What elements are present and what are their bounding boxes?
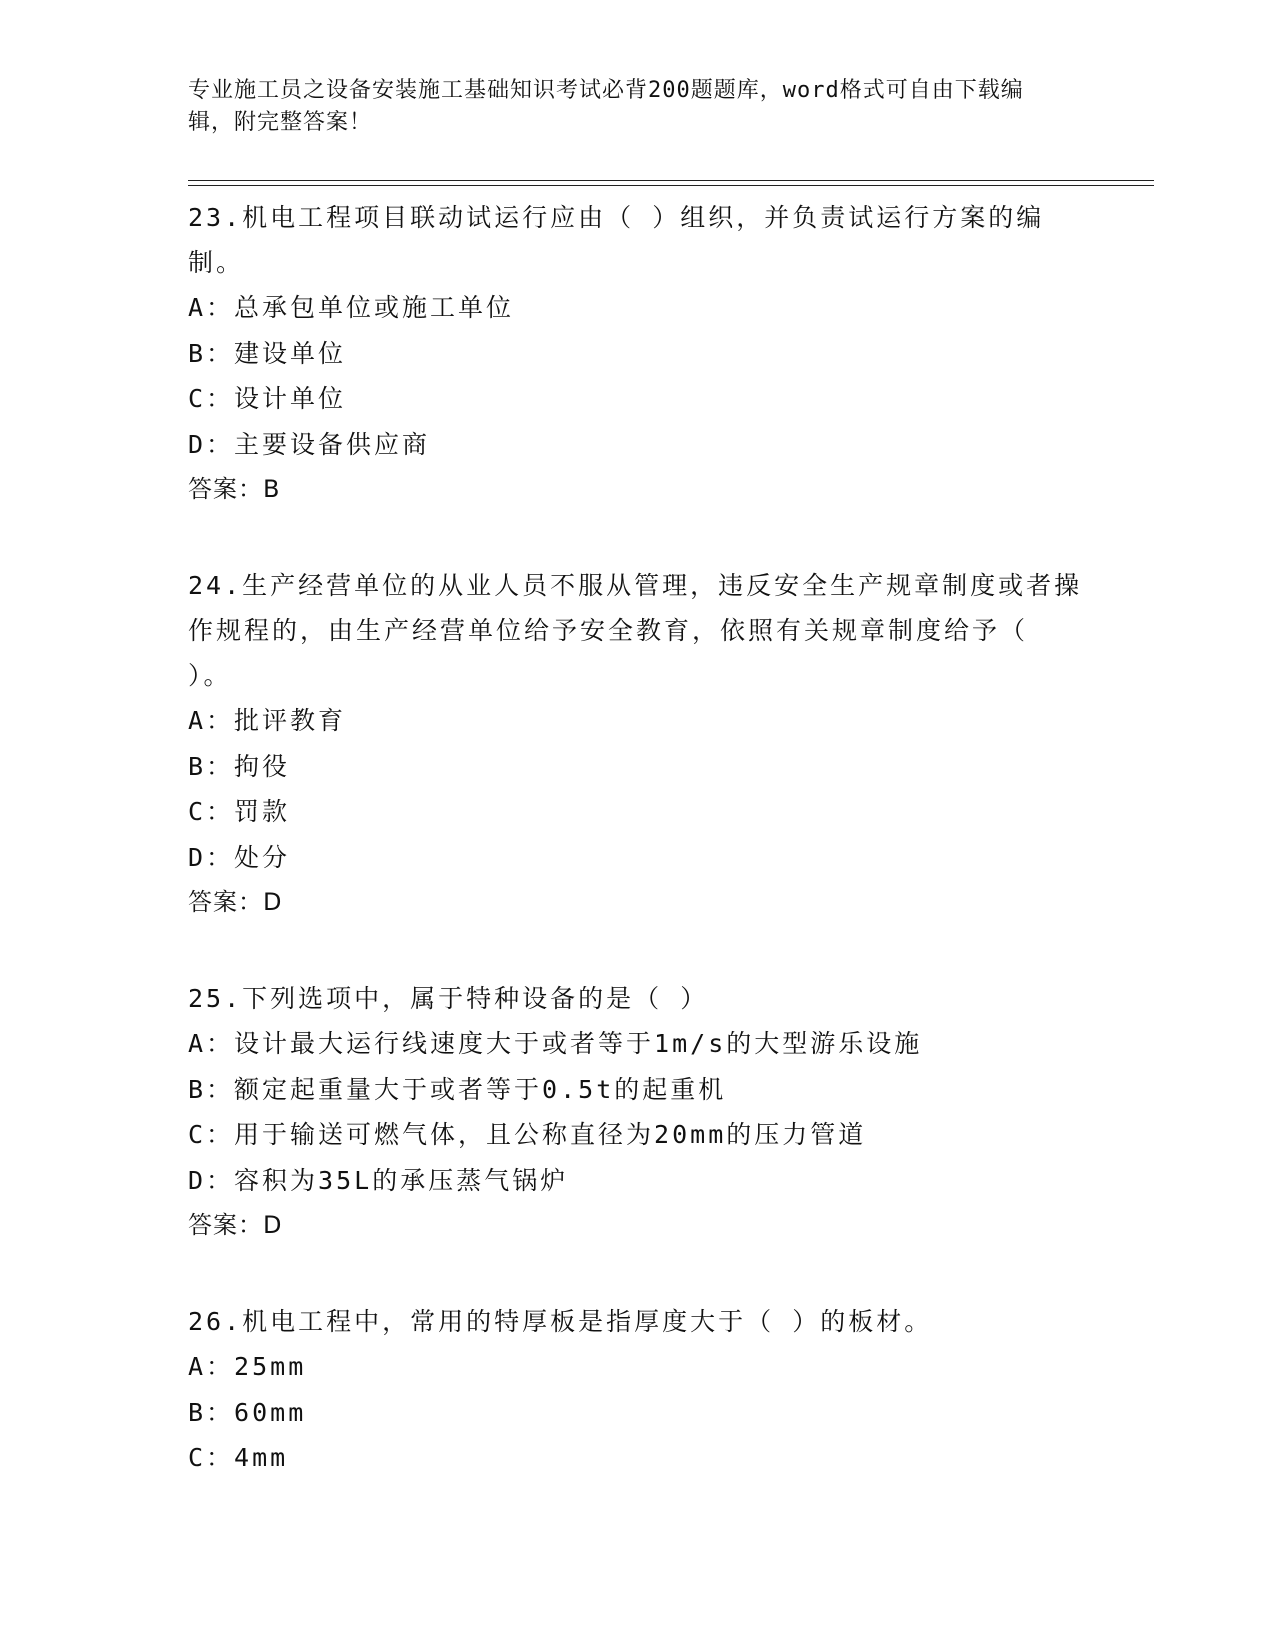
option-d: D：主要设备供应商 xyxy=(188,429,431,459)
question-23 xyxy=(188,195,1088,512)
option-a: A：25mm xyxy=(188,1352,307,1381)
header-rule-bottom xyxy=(188,185,1154,186)
option-b: B：额定起重量大于或者等于0.5t的起重机 xyxy=(188,1074,727,1104)
option-a: A：批评教育 xyxy=(188,706,347,735)
question-stem: 26.机电工程中，常用的特厚板是指厚度大于（ ）的板材。 xyxy=(188,1307,933,1336)
question-stem: 23.机电工程项目联动试运行应由（ ）组织，并负责试运行方案的编制。 xyxy=(188,203,1045,277)
question-24 xyxy=(188,563,1088,925)
answer-line: 答案：B xyxy=(188,475,281,503)
question-25 xyxy=(188,976,1088,1248)
document-header: 专业施工员之设备安装施工基础知识考试必背200题题库，word格式可自由下载编辑，附完整答案！ xyxy=(188,78,1024,135)
option-b: B：建设单位 xyxy=(188,338,347,368)
answer-line: 答案：D xyxy=(188,888,283,916)
option-c: C：罚款 xyxy=(188,797,291,826)
option-c: C：用于输送可燃气体，且公称直径为20mm的压力管道 xyxy=(188,1120,867,1149)
option-b: B：60mm xyxy=(188,1397,307,1427)
option-d: D：处分 xyxy=(188,842,291,872)
answer-line: 答案：D xyxy=(188,1211,283,1239)
header-rule-top xyxy=(188,180,1154,181)
option-c: C：设计单位 xyxy=(188,384,347,413)
question-stem: 25.下列选项中，属于特种设备的是（ ） xyxy=(188,984,709,1013)
question-26 xyxy=(188,1299,1088,1481)
option-a: A：设计最大运行线速度大于或者等于1m/s的大型游乐设施 xyxy=(188,1029,923,1058)
option-a: A：总承包单位或施工单位 xyxy=(188,293,515,322)
option-b: B：拘役 xyxy=(188,751,291,781)
option-d: D：容积为35L的承压蒸气锅炉 xyxy=(188,1165,569,1195)
question-stem: 24.生产经营单位的从业人员不服从管理，违反安全生产规章制度或者操作规程的，由生产经营单位给予安全教育，依照有关规章制度给予（ ）。 xyxy=(188,571,1083,690)
option-c: C：4mm xyxy=(188,1443,289,1472)
question-list xyxy=(188,195,1088,1532)
